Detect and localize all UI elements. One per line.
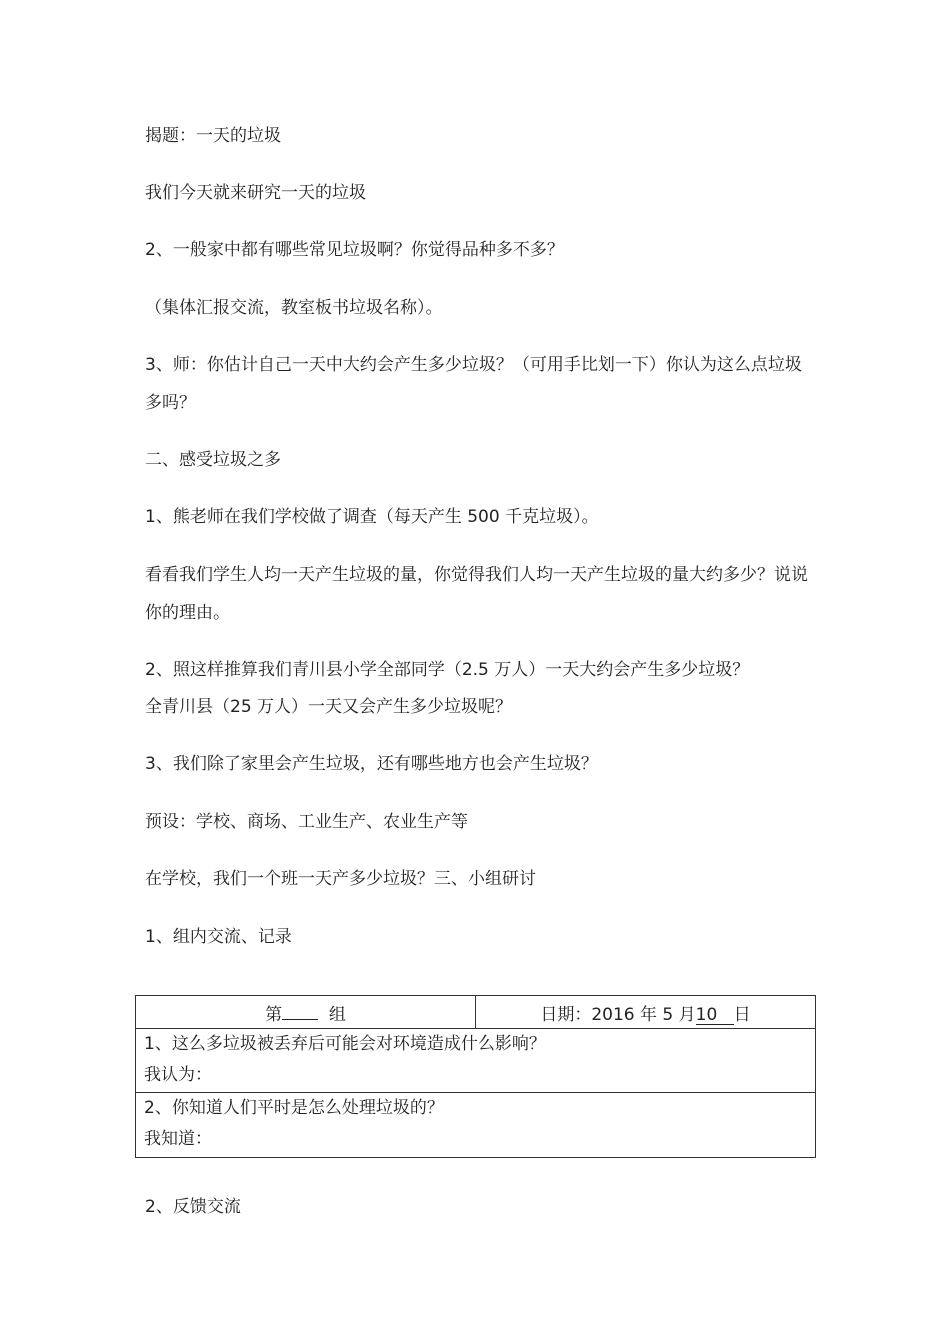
table-row-question-1 xyxy=(136,1029,816,1093)
answer-1-label[interactable]: 我认为： xyxy=(144,1065,212,1085)
table-row-question-2 xyxy=(136,1093,816,1158)
question-1-cell xyxy=(136,1029,816,1093)
section-heading-2: 二、感受垃圾之多 xyxy=(145,450,281,470)
paragraph-intro: 我们今天就来研究一天的垃圾 xyxy=(145,183,366,203)
question-1-text: 1、这么多垃圾被丢弃后可能会对环境造成什么影响？ xyxy=(144,1034,546,1054)
group-cell xyxy=(136,996,476,1029)
paragraph-estimate-county: 全青川县（25 万人）一天又会产生多少垃圾呢？ xyxy=(145,697,513,717)
question-2-text: 2、你知道人们平时是怎么处理垃圾的？ xyxy=(144,1098,444,1118)
paragraph-survey: 1、熊老师在我们学校做了调查（每天产生 500 千克垃圾）。 xyxy=(145,507,599,527)
paragraph-other-places: 3、我们除了家里会产生垃圾，还有哪些地方也会产生垃圾？ xyxy=(145,754,598,774)
table-header-row xyxy=(136,996,816,1029)
paragraph-class-waste: 在学校，我们一个班一天产多少垃圾？三、小组研讨 xyxy=(145,869,536,889)
paragraph-topic: 揭题：一天的垃圾 xyxy=(145,126,281,146)
question-2-cell xyxy=(136,1093,816,1158)
group-record-table xyxy=(135,995,816,1158)
paragraph-report-note: （集体汇报交流，教室板书垃圾名称）。 xyxy=(145,298,443,318)
paragraph-estimate-school: 2、照这样推算我们青川县小学全部同学（2.5 万人）一天大约会产生多少垃圾？ xyxy=(145,660,750,680)
paragraph-question-3: 3、师：你估计自己一天中大约会产生多少垃圾？（可用手比划一下）你认为这么点垃圾多吗？ xyxy=(145,355,802,413)
paragraph-feedback: 2、反馈交流 xyxy=(145,1197,241,1217)
paragraph-per-capita: 看看我们学生人均一天产生垃圾的量，你觉得我们人均一天产生垃圾的量大约多少？说说你的理由。 xyxy=(145,565,808,623)
paragraph-preset: 预设：学校、商场、工业生产、农业生产等 xyxy=(145,812,468,832)
date-day-blank[interactable]: 10 xyxy=(696,1006,734,1025)
paragraph-group-record: 1、组内交流、记录 xyxy=(145,927,292,947)
answer-2-label[interactable]: 我知道： xyxy=(144,1129,212,1149)
date-prefix: 日期：2016 年 5 月 xyxy=(540,1004,696,1025)
group-number-blank[interactable] xyxy=(282,1019,318,1020)
date-suffix: 日 xyxy=(733,1004,751,1025)
group-prefix: 第 xyxy=(265,1004,283,1025)
date-cell xyxy=(476,996,816,1029)
group-suffix: 组 xyxy=(328,1004,346,1025)
paragraph-question-2: 2、一般家中都有哪些常见垃圾啊？你觉得品种多不多？ xyxy=(145,240,564,260)
